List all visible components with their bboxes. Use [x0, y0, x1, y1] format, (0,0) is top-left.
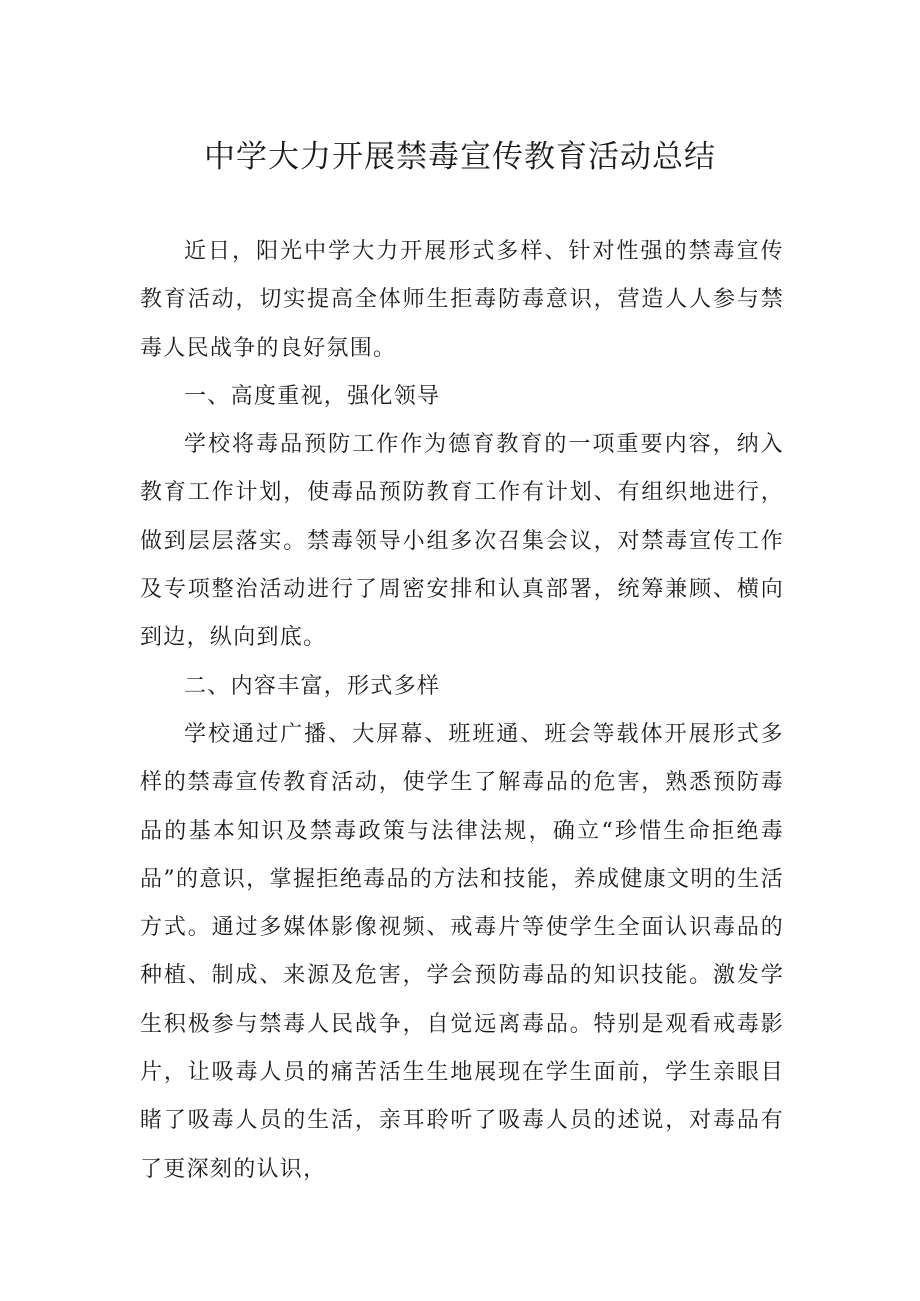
section-2-paragraph: 学校通过广播、大屏幕、班班通、班会等载体开展形式多样的禁毒宣传教育活动，使学生了解毒品的危害，熟悉预防毒品的基本知识及禁毒政策与法律法规，确立“珍惜生命拒绝毒品”的意识，掌握拒绝毒品的方法和技能，养成健康文明的生活方式。通过多媒体影像视频、戒毒片等使学生全面认识毒品的种植、制成、来源及危害，学会预防毒品的知识技能。激发学生积极参与禁毒人民战争，自觉远离毒品。特别是观看戒毒影片，让吸毒人员的痛苦活生生地展现在学生面前，学生亲眼目睹了吸毒人员的生活，亲耳聆听了吸毒人员的述说，对毒品有了更深刻的认识， [140, 721, 784, 1182]
document-title: 中学大力开展禁毒宣传教育活动总结 [204, 139, 716, 175]
section-heading-2: 二、内容丰富，形式多样 [184, 673, 441, 699]
section-1-paragraph: 学校将毒品预防工作作为德育教育的一项重要内容，纳入教育工作计划，使毒品预防教育工作有计划、有组织地进行，做到层层落实。禁毒领导小组多次召集会议，对禁毒宣传工作及专项整治活动进行了周密安排和认真部署，统筹兼顾、横向到边，纵向到底。 [140, 432, 784, 651]
intro-paragraph: 近日，阳光中学大力开展形式多样、针对性强的禁毒宣传教育活动，切实提高全体师生拒毒防毒意识，营造人人参与禁毒人民战争的良好氛围。 [140, 239, 784, 361]
section-heading-1: 一、高度重视，强化领导 [184, 383, 441, 409]
document-body [140, 228, 784, 1194]
